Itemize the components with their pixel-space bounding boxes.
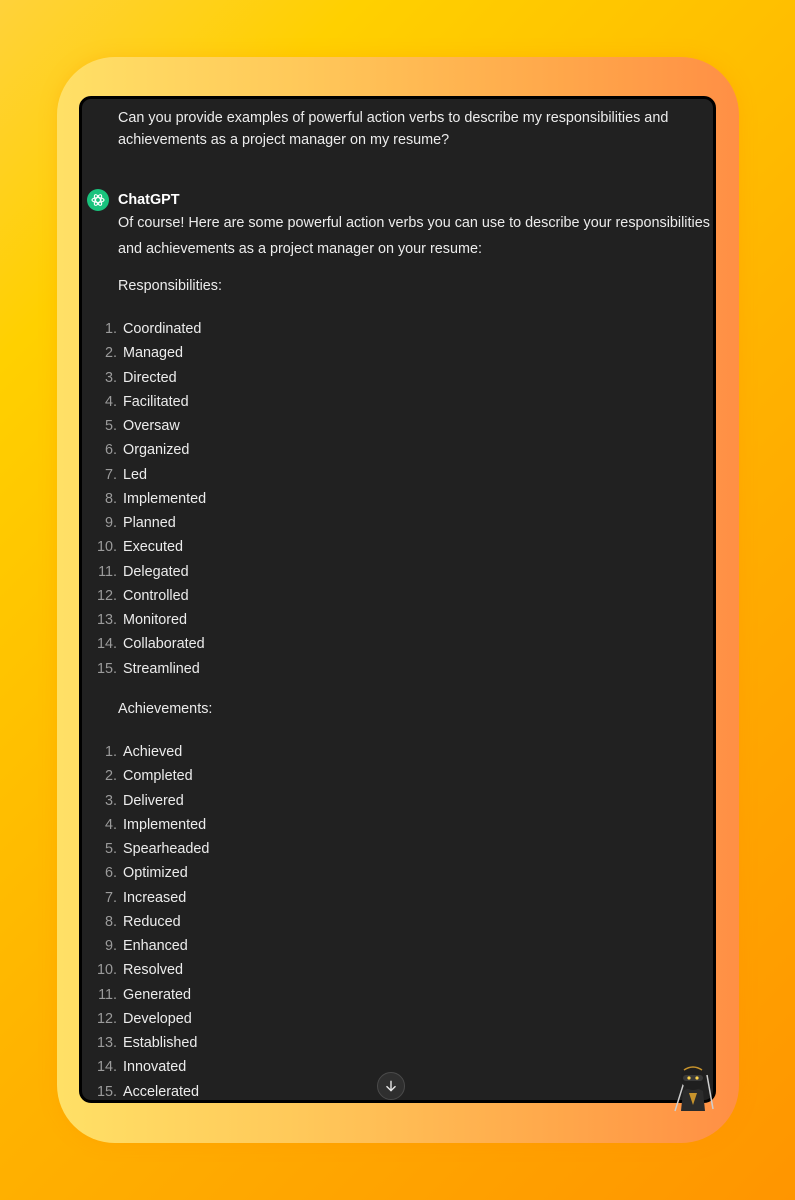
list-item-number: 11. bbox=[98, 986, 117, 1003]
list-item-number: 8. bbox=[104, 913, 117, 930]
list-item-verb: Controlled bbox=[123, 587, 189, 604]
list-item-verb: Implemented bbox=[123, 490, 207, 507]
assistant-intro: Of course! Here are some powerful action verbs you can use to describe your responsibilities and achievements as a project manager on your resume: bbox=[118, 215, 710, 257]
list-item-number: 3. bbox=[104, 369, 117, 386]
list-item-verb: Accelerated bbox=[123, 1083, 199, 1100]
list-item-verb: Achieved bbox=[123, 744, 183, 760]
assistant-name: ChatGPT bbox=[118, 192, 180, 208]
list-item-number: 7. bbox=[104, 466, 117, 483]
list-item-number: 14. bbox=[96, 636, 117, 653]
list-item-verb: Collaborated bbox=[123, 636, 205, 653]
list-item-verb: Established bbox=[123, 1035, 198, 1051]
list-item-verb: Delegated bbox=[123, 563, 189, 580]
list-item-verb: Reduced bbox=[123, 913, 181, 930]
achievements-heading: Achievements: bbox=[118, 701, 213, 717]
list-item-verb: Monitored bbox=[123, 612, 187, 628]
list-item-number: 5. bbox=[104, 841, 117, 857]
scroll-to-bottom-button[interactable] bbox=[377, 1072, 405, 1100]
list-item-number: 13. bbox=[96, 1035, 117, 1051]
list-item-number: 13. bbox=[96, 612, 117, 628]
list-item-number: 6. bbox=[104, 442, 117, 459]
list-item-verb: Coordinated bbox=[123, 321, 202, 337]
list-item-number: 7. bbox=[104, 889, 117, 906]
list-item-verb: Innovated bbox=[123, 1059, 187, 1076]
list-item-number: 12. bbox=[96, 1010, 117, 1027]
list-item-verb: Facilitated bbox=[123, 393, 189, 410]
list-item-verb: Completed bbox=[123, 768, 193, 785]
ninja-mascot-icon bbox=[669, 1061, 717, 1113]
user-message: Can you provide examples of powerful action verbs to describe my responsibilities and achievements as a project manager on my resume? bbox=[118, 110, 669, 148]
list-item-verb: Streamlined bbox=[123, 660, 200, 677]
list-item-number: 15. bbox=[96, 1083, 117, 1100]
list-item-verb: Planned bbox=[123, 515, 176, 531]
openai-logo-icon bbox=[87, 189, 109, 211]
list-item-verb: Managed bbox=[123, 345, 184, 362]
list-item-verb: Executed bbox=[123, 539, 184, 556]
list-item-verb: Developed bbox=[123, 1010, 192, 1027]
arrow-down-icon bbox=[384, 1079, 398, 1093]
list-item-verb: Led bbox=[123, 466, 148, 483]
list-item-number: 1. bbox=[104, 744, 117, 760]
list-item-number: 11. bbox=[98, 563, 117, 580]
list-item-verb: Increased bbox=[123, 889, 187, 906]
list-item-number: 6. bbox=[104, 865, 117, 882]
responsibilities-heading: Responsibilities: bbox=[118, 278, 222, 294]
list-item-number: 4. bbox=[104, 816, 117, 833]
list-item-verb: Spearheaded bbox=[123, 841, 210, 857]
list-item-verb: Enhanced bbox=[123, 938, 188, 954]
list-item-verb: Implemented bbox=[123, 816, 207, 833]
list-item-number: 4. bbox=[104, 393, 117, 410]
list-item-verb: Directed bbox=[123, 369, 177, 386]
list-item-verb: Generated bbox=[123, 986, 192, 1003]
list-item-verb: Organized bbox=[123, 442, 190, 459]
list-item-number: 9. bbox=[104, 515, 117, 531]
list-item-number: 8. bbox=[104, 490, 117, 507]
list-item-verb: Oversaw bbox=[123, 418, 180, 434]
list-item-number: 14. bbox=[96, 1059, 117, 1076]
list-item-number: 5. bbox=[104, 418, 117, 434]
list-item-number: 9. bbox=[104, 938, 117, 954]
list-item-number: 2. bbox=[104, 345, 117, 362]
list-item-verb: Delivered bbox=[123, 792, 184, 809]
chat-window bbox=[79, 96, 716, 1103]
list-item-number: 10. bbox=[96, 962, 117, 979]
list-item-number: 15. bbox=[96, 660, 117, 677]
list-item-number: 1. bbox=[104, 321, 117, 337]
list-item-number: 12. bbox=[96, 587, 117, 604]
list-item-number: 10. bbox=[96, 539, 117, 556]
list-item-number: 2. bbox=[104, 768, 117, 785]
list-item-verb: Optimized bbox=[123, 865, 188, 882]
list-item-number: 3. bbox=[104, 792, 117, 809]
list-item-verb: Resolved bbox=[123, 962, 183, 979]
